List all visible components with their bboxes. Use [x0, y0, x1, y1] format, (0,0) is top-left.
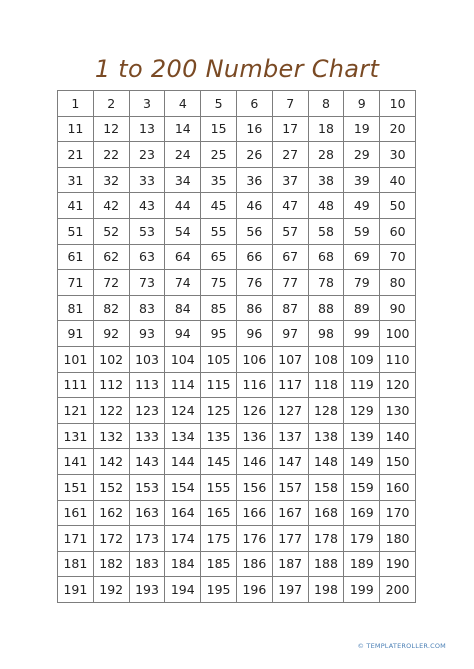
number-cell: 18 [308, 116, 344, 142]
number-cell: 101 [58, 346, 94, 372]
number-cell: 66 [236, 244, 272, 270]
number-cell: 14 [165, 116, 201, 142]
number-cell: 120 [380, 372, 416, 398]
number-cell: 28 [308, 142, 344, 168]
number-cell: 38 [308, 167, 344, 193]
number-cell: 148 [308, 449, 344, 475]
number-cell: 72 [93, 270, 129, 296]
number-cell: 36 [236, 167, 272, 193]
number-cell: 3 [129, 91, 165, 117]
number-cell: 96 [236, 321, 272, 347]
number-cell: 166 [236, 500, 272, 526]
number-cell: 87 [272, 295, 308, 321]
number-cell: 9 [344, 91, 380, 117]
number-cell: 4 [165, 91, 201, 117]
number-cell: 164 [165, 500, 201, 526]
number-cell: 5 [201, 91, 237, 117]
number-cell: 23 [129, 142, 165, 168]
grid-row [58, 577, 416, 603]
number-cell: 44 [165, 193, 201, 219]
number-cell: 134 [165, 423, 201, 449]
number-cell: 171 [58, 526, 94, 552]
number-cell: 121 [58, 398, 94, 424]
number-cell: 77 [272, 270, 308, 296]
number-cell: 19 [344, 116, 380, 142]
number-cell: 89 [344, 295, 380, 321]
number-cell: 113 [129, 372, 165, 398]
number-cell: 199 [344, 577, 380, 603]
number-cell: 180 [380, 526, 416, 552]
number-cell: 177 [272, 526, 308, 552]
number-cell: 102 [93, 346, 129, 372]
grid-row [58, 244, 416, 270]
grid-row [58, 295, 416, 321]
number-cell: 56 [236, 218, 272, 244]
number-cell: 7 [272, 91, 308, 117]
number-cell: 184 [165, 551, 201, 577]
number-cell: 162 [93, 500, 129, 526]
number-cell: 103 [129, 346, 165, 372]
number-cell: 30 [380, 142, 416, 168]
number-cell: 26 [236, 142, 272, 168]
number-cell: 85 [201, 295, 237, 321]
number-cell: 60 [380, 218, 416, 244]
number-cell: 37 [272, 167, 308, 193]
number-cell: 22 [93, 142, 129, 168]
number-cell: 155 [201, 474, 237, 500]
number-cell: 25 [201, 142, 237, 168]
number-cell: 55 [201, 218, 237, 244]
number-cell: 175 [201, 526, 237, 552]
number-cell: 125 [201, 398, 237, 424]
number-cell: 80 [380, 270, 416, 296]
number-cell: 82 [93, 295, 129, 321]
number-cell: 54 [165, 218, 201, 244]
number-cell: 124 [165, 398, 201, 424]
number-cell: 95 [201, 321, 237, 347]
number-cell: 49 [344, 193, 380, 219]
number-cell: 188 [308, 551, 344, 577]
number-cell: 73 [129, 270, 165, 296]
number-cell: 153 [129, 474, 165, 500]
number-cell: 34 [165, 167, 201, 193]
number-cell: 168 [308, 500, 344, 526]
number-cell: 128 [308, 398, 344, 424]
number-cell: 116 [236, 372, 272, 398]
number-cell: 123 [129, 398, 165, 424]
number-cell: 63 [129, 244, 165, 270]
grid-row [58, 551, 416, 577]
number-cell: 78 [308, 270, 344, 296]
number-cell: 144 [165, 449, 201, 475]
number-cell: 86 [236, 295, 272, 321]
grid-row [58, 398, 416, 424]
number-cell: 45 [201, 193, 237, 219]
number-cell: 20 [380, 116, 416, 142]
number-cell: 154 [165, 474, 201, 500]
grid-row [58, 193, 416, 219]
grid-row [58, 270, 416, 296]
number-cell: 10 [380, 91, 416, 117]
number-cell: 97 [272, 321, 308, 347]
number-cell: 149 [344, 449, 380, 475]
number-cell: 143 [129, 449, 165, 475]
number-cell: 147 [272, 449, 308, 475]
number-cell: 133 [129, 423, 165, 449]
number-cell: 139 [344, 423, 380, 449]
number-cell: 84 [165, 295, 201, 321]
number-cell: 167 [272, 500, 308, 526]
number-cell: 100 [380, 321, 416, 347]
number-cell: 141 [58, 449, 94, 475]
number-cell: 131 [58, 423, 94, 449]
number-cell: 58 [308, 218, 344, 244]
number-cell: 182 [93, 551, 129, 577]
number-cell: 163 [129, 500, 165, 526]
number-cell: 21 [58, 142, 94, 168]
grid-row [58, 372, 416, 398]
number-cell: 69 [344, 244, 380, 270]
number-cell: 173 [129, 526, 165, 552]
number-cell: 114 [165, 372, 201, 398]
number-cell: 33 [129, 167, 165, 193]
number-cell: 46 [236, 193, 272, 219]
number-cell: 115 [201, 372, 237, 398]
number-cell: 130 [380, 398, 416, 424]
number-cell: 132 [93, 423, 129, 449]
number-cell: 52 [93, 218, 129, 244]
number-cell: 94 [165, 321, 201, 347]
number-cell: 106 [236, 346, 272, 372]
number-cell: 190 [380, 551, 416, 577]
number-cell: 178 [308, 526, 344, 552]
number-cell: 51 [58, 218, 94, 244]
number-cell: 35 [201, 167, 237, 193]
number-cell: 198 [308, 577, 344, 603]
number-cell: 152 [93, 474, 129, 500]
number-cell: 110 [380, 346, 416, 372]
number-cell: 165 [201, 500, 237, 526]
number-cell: 181 [58, 551, 94, 577]
number-cell: 187 [272, 551, 308, 577]
number-cell: 81 [58, 295, 94, 321]
number-cell: 16 [236, 116, 272, 142]
number-cell: 41 [58, 193, 94, 219]
grid-row [58, 321, 416, 347]
number-cell: 76 [236, 270, 272, 296]
number-cell: 8 [308, 91, 344, 117]
number-cell: 43 [129, 193, 165, 219]
grid-row [58, 423, 416, 449]
number-cell: 117 [272, 372, 308, 398]
number-cell: 99 [344, 321, 380, 347]
number-cell: 11 [58, 116, 94, 142]
number-cell: 200 [380, 577, 416, 603]
grid-row [58, 346, 416, 372]
number-cell: 24 [165, 142, 201, 168]
number-cell: 179 [344, 526, 380, 552]
number-cell: 31 [58, 167, 94, 193]
number-cell: 93 [129, 321, 165, 347]
number-cell: 48 [308, 193, 344, 219]
number-cell: 91 [58, 321, 94, 347]
number-cell: 12 [93, 116, 129, 142]
number-cell: 197 [272, 577, 308, 603]
number-cell: 53 [129, 218, 165, 244]
number-cell: 111 [58, 372, 94, 398]
grid-row [58, 116, 416, 142]
grid-row [58, 91, 416, 117]
number-cell: 32 [93, 167, 129, 193]
number-cell: 156 [236, 474, 272, 500]
number-cell: 189 [344, 551, 380, 577]
number-cell: 196 [236, 577, 272, 603]
number-cell: 61 [58, 244, 94, 270]
number-cell: 39 [344, 167, 380, 193]
number-cell: 186 [236, 551, 272, 577]
number-cell: 64 [165, 244, 201, 270]
number-cell: 150 [380, 449, 416, 475]
number-cell: 29 [344, 142, 380, 168]
grid-row [58, 142, 416, 168]
number-cell: 17 [272, 116, 308, 142]
number-cell: 176 [236, 526, 272, 552]
number-cell: 129 [344, 398, 380, 424]
number-cell: 170 [380, 500, 416, 526]
number-cell: 65 [201, 244, 237, 270]
number-cell: 137 [272, 423, 308, 449]
number-cell: 122 [93, 398, 129, 424]
number-cell: 146 [236, 449, 272, 475]
number-cell: 57 [272, 218, 308, 244]
number-cell: 107 [272, 346, 308, 372]
number-cell: 183 [129, 551, 165, 577]
grid-row [58, 218, 416, 244]
grid-row [58, 526, 416, 552]
number-cell: 159 [344, 474, 380, 500]
number-cell: 174 [165, 526, 201, 552]
number-cell: 119 [344, 372, 380, 398]
number-cell: 192 [93, 577, 129, 603]
number-cell: 1 [58, 91, 94, 117]
number-cell: 194 [165, 577, 201, 603]
number-cell: 126 [236, 398, 272, 424]
number-cell: 151 [58, 474, 94, 500]
number-cell: 193 [129, 577, 165, 603]
number-cell: 2 [93, 91, 129, 117]
page-title: 1 to 200 Number Chart [94, 55, 380, 83]
number-cell: 145 [201, 449, 237, 475]
number-cell: 172 [93, 526, 129, 552]
number-grid-body [58, 91, 416, 603]
number-cell: 127 [272, 398, 308, 424]
grid-row [58, 474, 416, 500]
number-cell: 98 [308, 321, 344, 347]
number-cell: 161 [58, 500, 94, 526]
number-cell: 42 [93, 193, 129, 219]
number-cell: 135 [201, 423, 237, 449]
number-cell: 68 [308, 244, 344, 270]
number-cell: 6 [236, 91, 272, 117]
number-cell: 47 [272, 193, 308, 219]
number-cell: 105 [201, 346, 237, 372]
number-cell: 142 [93, 449, 129, 475]
number-cell: 160 [380, 474, 416, 500]
number-cell: 50 [380, 193, 416, 219]
number-cell: 140 [380, 423, 416, 449]
number-cell: 185 [201, 551, 237, 577]
number-cell: 191 [58, 577, 94, 603]
number-cell: 112 [93, 372, 129, 398]
number-cell: 13 [129, 116, 165, 142]
number-cell: 62 [93, 244, 129, 270]
number-cell: 108 [308, 346, 344, 372]
number-cell: 157 [272, 474, 308, 500]
number-cell: 74 [165, 270, 201, 296]
number-grid [57, 90, 416, 603]
number-cell: 40 [380, 167, 416, 193]
number-cell: 158 [308, 474, 344, 500]
number-cell: 70 [380, 244, 416, 270]
number-cell: 75 [201, 270, 237, 296]
number-cell: 90 [380, 295, 416, 321]
number-cell: 79 [344, 270, 380, 296]
number-cell: 118 [308, 372, 344, 398]
number-cell: 92 [93, 321, 129, 347]
grid-row [58, 167, 416, 193]
number-cell: 59 [344, 218, 380, 244]
number-cell: 169 [344, 500, 380, 526]
number-cell: 136 [236, 423, 272, 449]
number-cell: 195 [201, 577, 237, 603]
number-cell: 109 [344, 346, 380, 372]
footer-credit[interactable]: © TEMPLATEROLLER.COM [357, 642, 446, 650]
grid-row [58, 449, 416, 475]
number-cell: 104 [165, 346, 201, 372]
number-cell: 71 [58, 270, 94, 296]
number-cell: 67 [272, 244, 308, 270]
number-cell: 27 [272, 142, 308, 168]
number-cell: 15 [201, 116, 237, 142]
grid-row [58, 500, 416, 526]
number-cell: 138 [308, 423, 344, 449]
number-cell: 88 [308, 295, 344, 321]
number-cell: 83 [129, 295, 165, 321]
